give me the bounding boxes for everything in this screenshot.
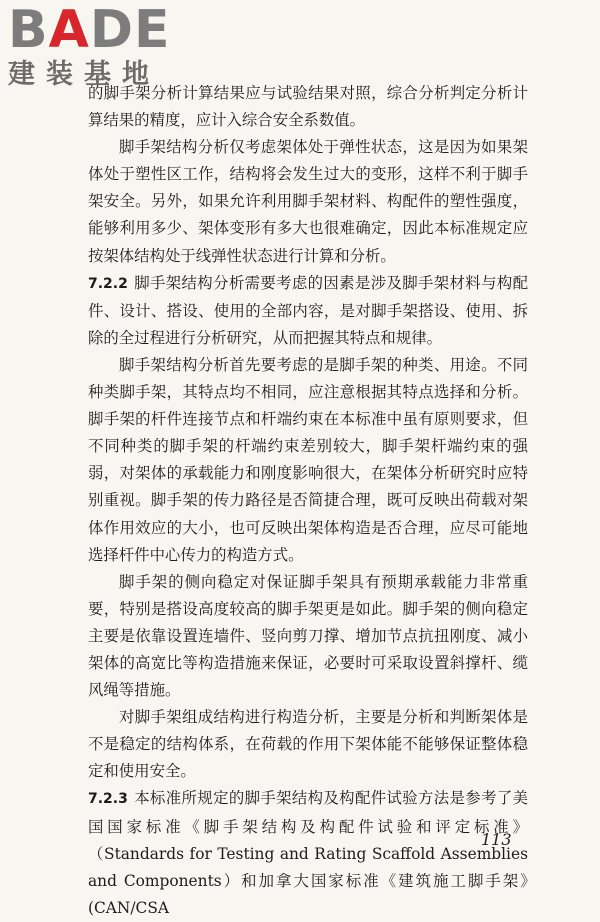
bade-logo [8, 2, 183, 97]
paragraph-lateral-stability: 脚手架的侧向稳定对保证脚手架具有预期承载能力非常重要，特别是搭设高度较高的脚手架更是如此。脚手架的侧向稳定主要是依靠设置连墙件、竖向剪刀撑、增加节点抗扭刚度、减小架体的高宽比等构造措施来保证，必要时可采取设置斜撑杆、缆风绳等措施。 [88, 572, 528, 700]
paragraph-structural-analysis: 对脚手架组成结构进行构造分析，主要是分析和判断架体是不是稳定的结构体系，在荷载的作用下架体能不能够保证整体稳定和使用安全。 [88, 708, 528, 781]
logo-letter-a: A [48, 0, 90, 60]
clause-number: 7.2.2 [88, 275, 128, 292]
clause-7-2-2: 7.2.2 脚手架结构分析需要考虑的因素是涉及脚手架材料与构配件、设计、搭设、使用的全部内容，是对脚手架搭设、使用、拆除的全过程进行分析研究，从而把握其特点和规律。 [88, 273, 528, 347]
logo-letter-b: B [8, 0, 49, 60]
document-body [88, 80, 544, 922]
logo-subtitle: 建装基地 [8, 59, 160, 90]
clause-7-2-3: 7.2.3 本标准所规定的脚手架结构及构配件试验方法是参考了美国国家标准《脚手架结构及构配件试验和评定标准》（Standards for Testing and Rating Scaffold Assemblies and Components）和加拿大国家标准《建筑施工脚手架》 (CAN/CSA [88, 789, 544, 917]
paragraph-continued: 的脚手架分析计算结果应与试验结果对照，综合分析判定分析计算结果的精度，应计入综合安全系数值。 [88, 84, 528, 130]
logo-letters-de: DE [89, 0, 171, 60]
paragraph-scaffold-types: 脚手架结构分析首先要考虑的是脚手架的种类、用途。不同种类脚手架，其特点均不相同，应注意根据其特点选择和分析。脚手架的杆件连接节点和杆端约束在本标准中虽有原则要求，但不同种类的脚手架的杆端约束差别较大，脚手架杆端约束的强弱，对架体的承载能力和刚度影响很大，在架体分析研究时应特别重视。脚手架的传力路径是否简捷合理，既可反映出荷载对架体作用效应的大小，也可反映出架体构造是否合理，应尽可能地选择杆件中心传力的构造方式。 [88, 355, 528, 564]
paragraph-elastic-analysis: 脚手架结构分析仅考虑架体处于弹性状态，这是因为如果架体处于塑性区工作，结构将会发生过大的变形，这样不利于脚手架安全。另外，如果允许利用脚手架材料、构配件的塑性强度，能够利用多少、架体变形有多大也很难确定，因此本标准规定应按架体结构处于线弹性状态进行计算和分析。 [88, 138, 528, 265]
page-number: 113 [481, 830, 512, 849]
logo-wordmark [8, 2, 183, 58]
clause-number: 7.2.3 [88, 791, 128, 808]
